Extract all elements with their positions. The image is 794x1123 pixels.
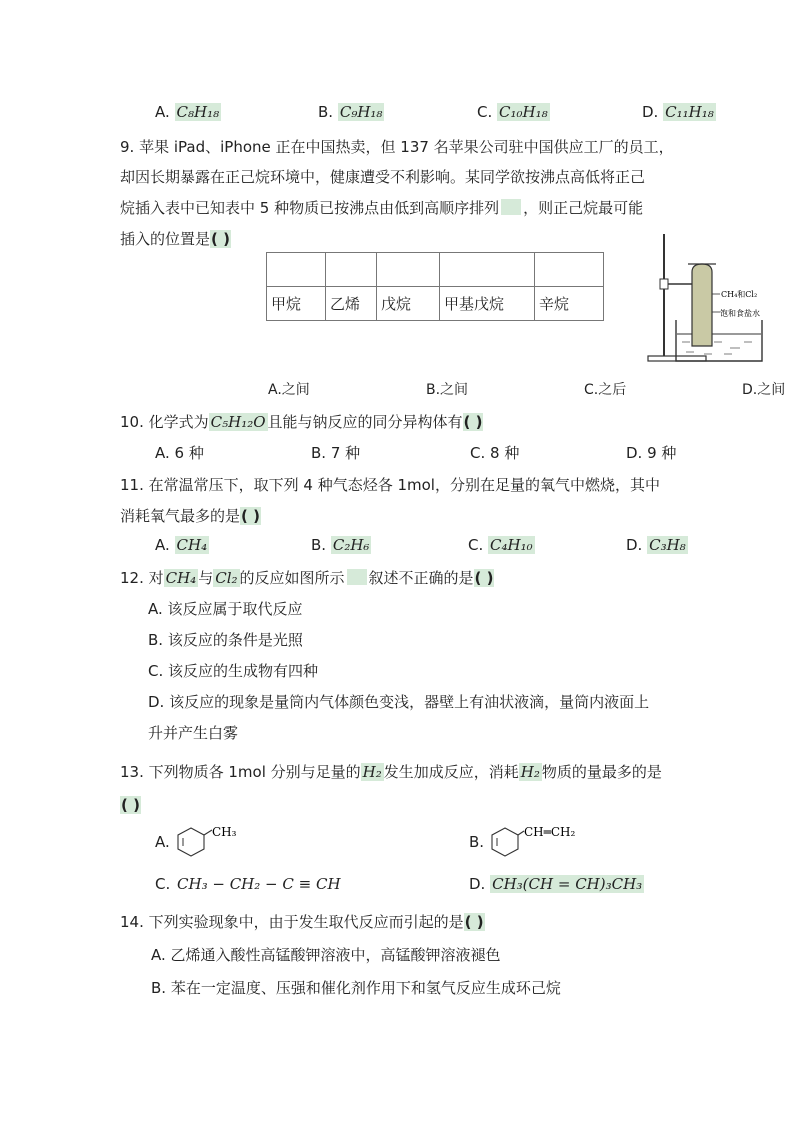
q12-option-d-continued: 升并产生白雾 (148, 724, 239, 742)
q13-option-a-letter: A. (155, 833, 170, 851)
q14-option-a: A. 乙烯通入酸性高锰酸钾溶液中，高锰酸钾溶液褪色 (151, 946, 501, 964)
q13-option-d: D. CH₃(CH = CH)₃CH₃ (469, 875, 643, 893)
q8-option-c: C. C₁₀H₁₈ (477, 103, 548, 121)
q9-option-a: A.之间 (268, 382, 310, 398)
water-label: 饱和食盐水 (720, 309, 760, 318)
q10-option-d: D. 9 种 (626, 444, 677, 462)
q11-option-c: C. C₄H₁₀ (468, 536, 533, 554)
q9-line-3: 烷插入表中已知表中 5 种物质已按沸点由低到高顺序排列 ，则正己烷最可能 (120, 199, 644, 217)
q12-option-b: B. 该反应的条件是光照 (148, 631, 303, 649)
styrene-structure (488, 824, 588, 860)
vinyl-label: CH═CH₂ (524, 825, 576, 839)
reaction-apparatus-diagram (640, 228, 770, 370)
q11-option-d: D. C₃H₈ (626, 536, 686, 554)
q12-option-a: A. 该反应属于取代反应 (148, 600, 303, 618)
q11-line-1: 11. 在常温常压下，取下列 4 种气态烃各 1mol，分别在足量的氧气中燃烧，其中 (120, 476, 660, 494)
methyl-label: CH₃ (212, 825, 237, 839)
answer-paren: ( ) (464, 913, 484, 931)
answer-paren: ( ) (241, 507, 260, 525)
q10-option-b: B. 7 种 (311, 444, 361, 462)
q11-option-a: A. CH₄ (155, 536, 208, 554)
q13-option-b-letter: B. (469, 833, 485, 851)
table-cell: 辛烷 (535, 287, 604, 321)
answer-blank (501, 199, 521, 215)
q8-option-b: B. C₉H₁₈ (318, 103, 383, 121)
q9-option-b: B.之间 (426, 382, 469, 398)
answer-paren: ( ) (211, 230, 230, 248)
gas-label: CH₄和Cl₂ (721, 290, 758, 299)
q13-paren-line (120, 796, 141, 814)
q11-option-b: B. C₂H₆ (311, 536, 370, 554)
q9-line-1: 9. 苹果 iPad、iPhone 正在中国热卖，但 137 名苹果公司驻中国供应工厂的员工， (120, 138, 674, 156)
q10-option-c: C. 8 种 (470, 444, 520, 462)
q12-stem: 12. 对 CH₄ 与 Cl₂ 的反应如图所示 叙述不正确的是( ) (120, 569, 494, 587)
q13-stem: 13. 下列物质各 1mol 分别与足量的 H₂ 发生加成反应，消耗 H₂ 物质的量最多的是 (120, 763, 662, 781)
q14-stem: 14. 下列实验现象中，由于发生取代反应而引起的是( ) (120, 913, 484, 931)
q12-option-d: D. 该反应的现象是量筒内气体颜色变浅，器壁上有油状液滴，量筒内液面上 (148, 693, 650, 711)
table-row (267, 287, 604, 321)
toluene-structure (174, 824, 244, 860)
table-cell: 戊烷 (377, 287, 440, 321)
q14-option-b: B. 苯在一定温度、压强和催化剂作用下和氢气反应生成环己烷 (151, 979, 561, 997)
q12-option-c: C. 该反应的生成物有四种 (148, 662, 319, 680)
q9-line-2: 却因长期暴露在正己烷环境中，健康遭受不利影响。某同学欲按沸点高低将正己 (120, 168, 646, 186)
q11-line-2: 消耗氧气最多的是( ) (120, 507, 260, 525)
answer-blank (347, 569, 367, 585)
table-cell: 甲烷 (267, 287, 326, 321)
q10-option-a: A. 6 种 (155, 444, 204, 462)
q13-option-c: C. CH₃ − CH₂ − C ≡ CH (155, 875, 341, 893)
table-cell: 甲基戊烷 (440, 287, 535, 321)
q9-line-4: 插入的位置是( ) (120, 230, 230, 248)
answer-paren: ( ) (121, 796, 140, 814)
q9-option-c: C.之后 (584, 382, 627, 398)
q9-option-d: D.之间 (742, 382, 786, 398)
q8-option-d: D. C₁₁H₁₈ (642, 103, 714, 121)
q10-stem: 10. 化学式为 C₅H₁₂O 且能与钠反应的同分异构体有( ) (120, 413, 483, 431)
boiling-point-table (266, 252, 604, 321)
table-cell: 乙烯 (326, 287, 377, 321)
answer-paren: ( ) (474, 569, 494, 587)
table-row (267, 253, 604, 287)
answer-paren: ( ) (463, 413, 483, 431)
q8-option-a: A. C₈H₁₈ (155, 103, 220, 121)
